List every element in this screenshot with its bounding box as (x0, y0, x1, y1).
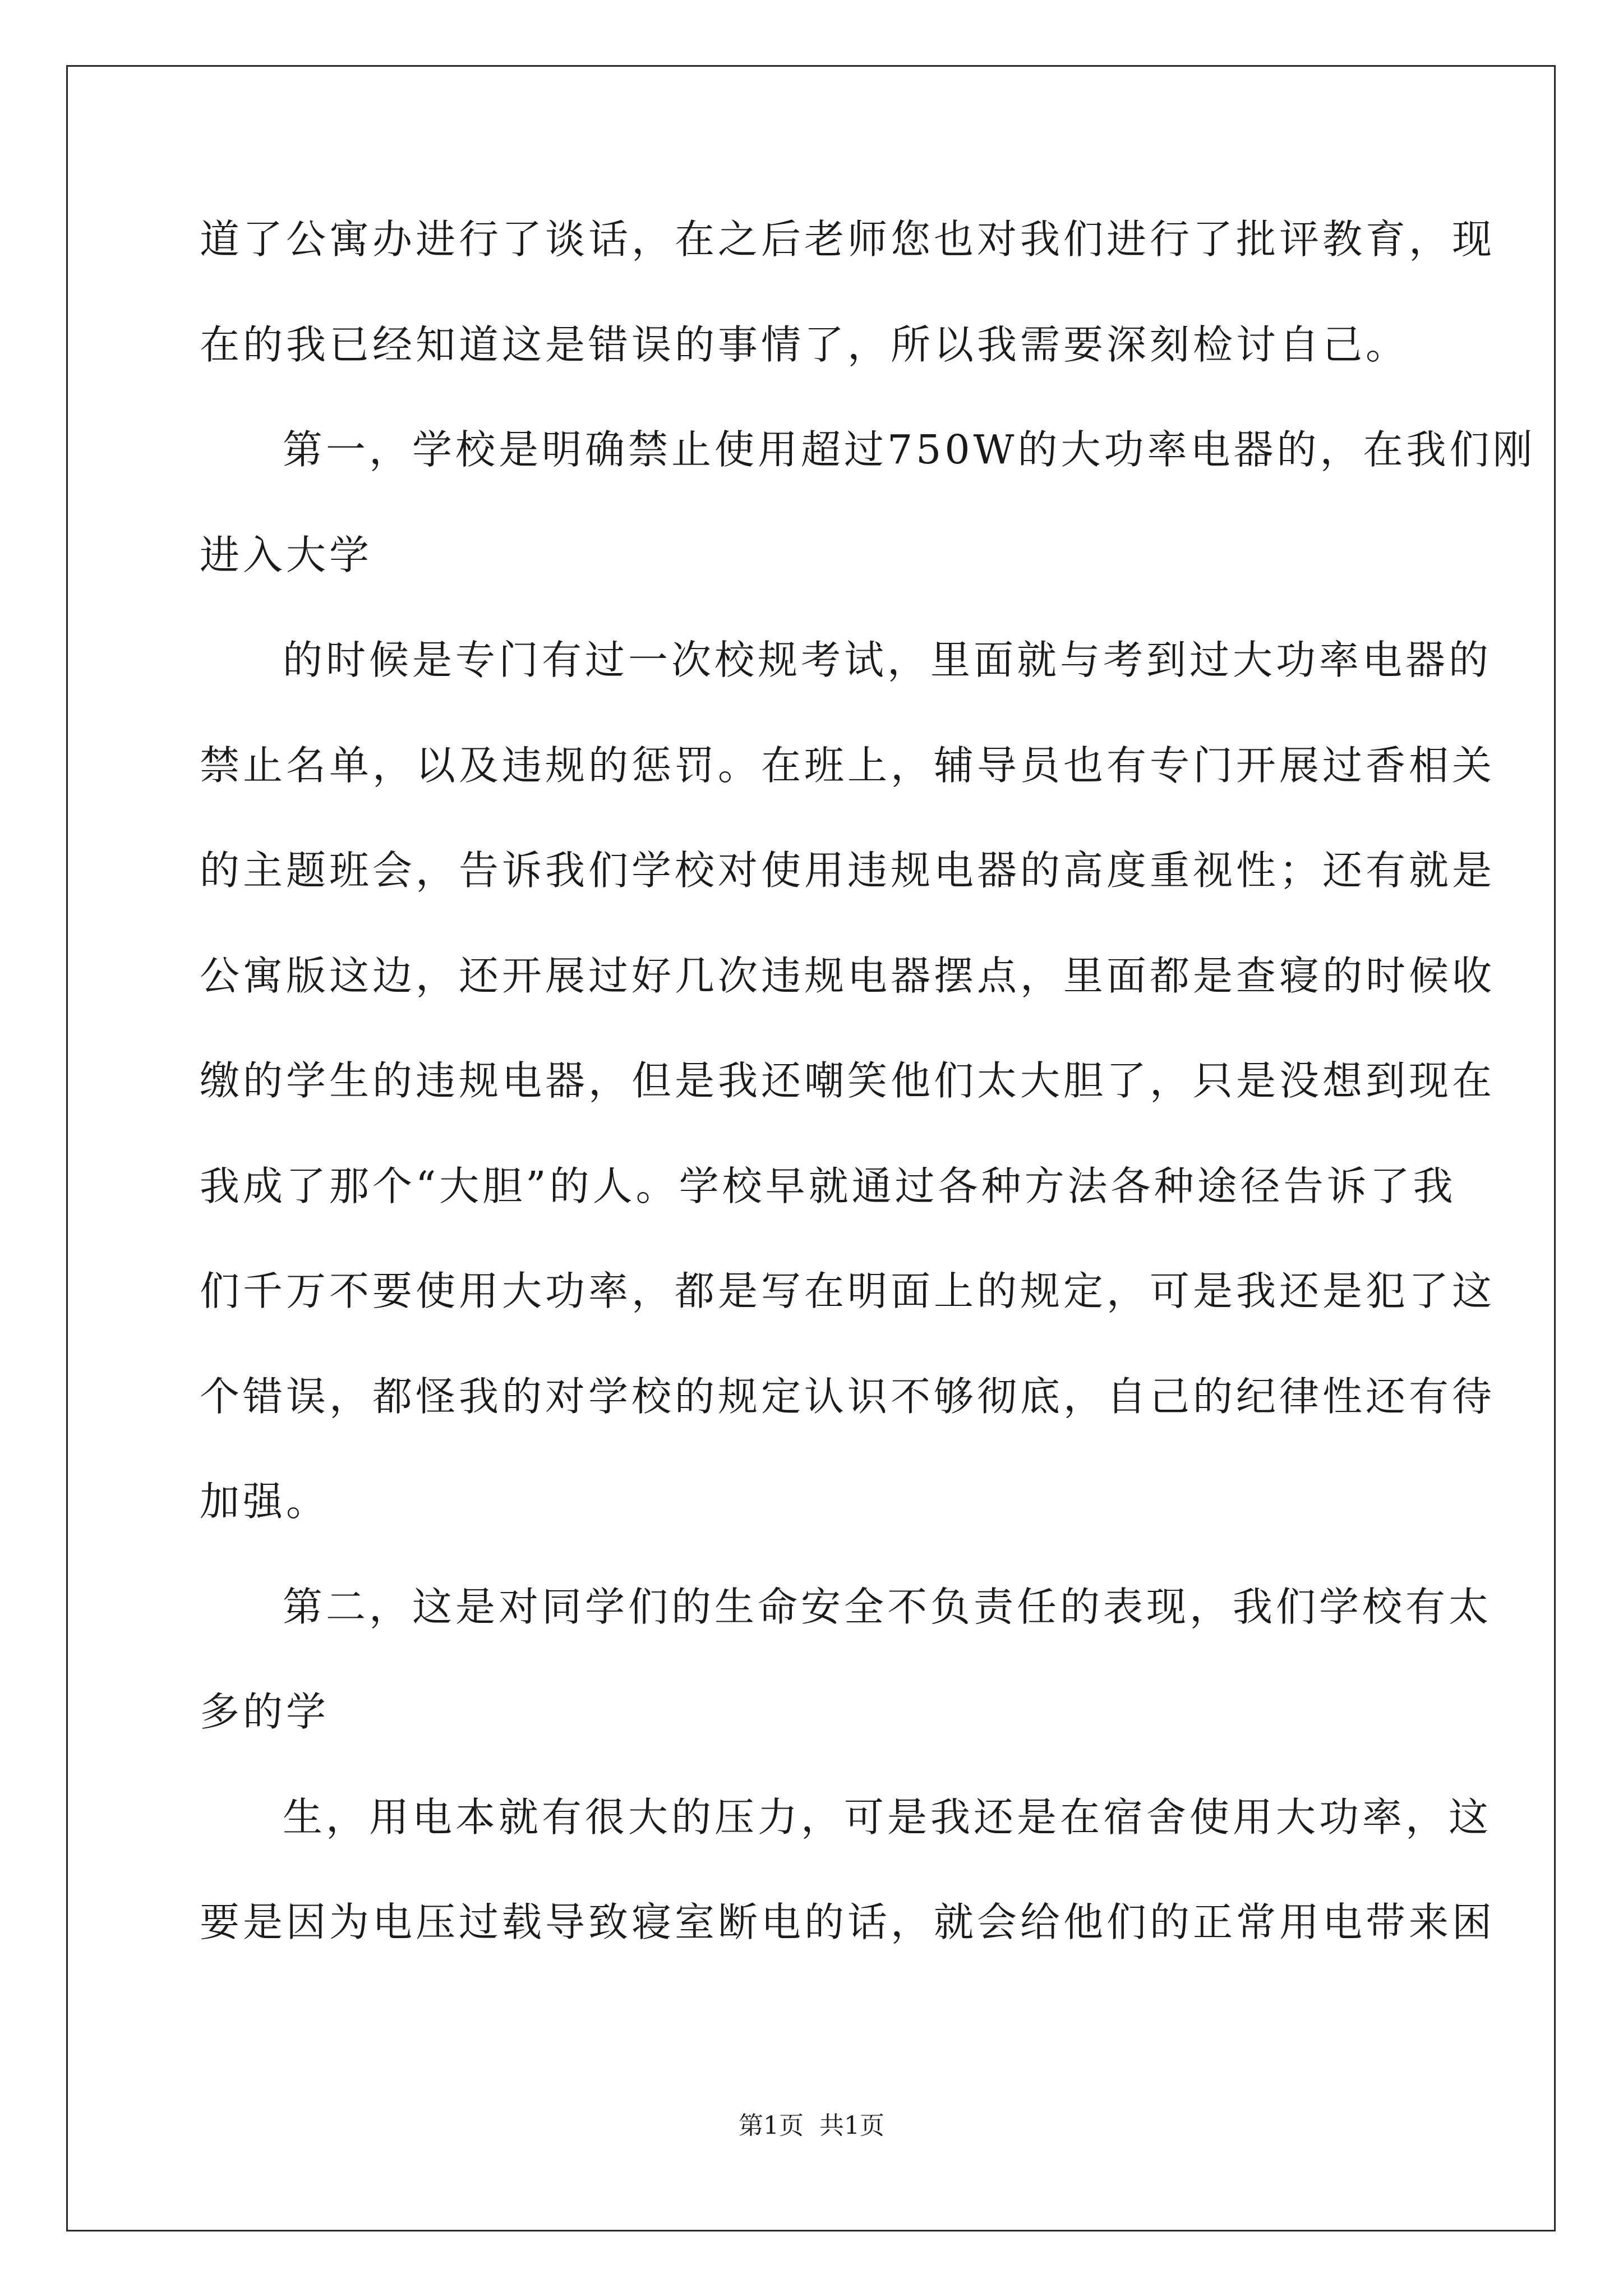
text-line: 个错误，都怪我的对学校的规定认识不够彻底，自己的纪律性还有待 (200, 1373, 1496, 1420)
document-body (200, 213, 1536, 2001)
text-line: 们千万不要使用大功率，都是写在明面上的规定，可是我还是犯了这 (200, 1268, 1496, 1314)
text-line: 多的学 (200, 1688, 330, 1735)
text-line: 我成了那个“大胆”的人。学校早就通过各种方法各种途径告诉了我 (200, 1162, 1456, 1209)
text-line: 在的我已经知道这是错误的事情了，所以我需要深刻检讨自己。 (200, 321, 1409, 368)
text-line: 第一，学校是明确禁止使用超过750W的大功率电器的，在我们刚 (283, 426, 1536, 473)
text-line: 进入大学 (200, 531, 373, 578)
page-footer (0, 2112, 1623, 2140)
page-total: 共1页 (819, 2111, 884, 2140)
text-line: 要是因为电压过载导致寝室断电的话，就会给他们的正常用电带来困 (200, 1899, 1496, 1945)
text-line: 道了公寓办进行了谈话，在之后老师您也对我们进行了批评教育，现 (200, 216, 1496, 263)
text-line: 缴的学生的违规电器，但是我还嘲笑他们太大胆了，只是没想到现在 (200, 1057, 1496, 1104)
page-number: 第1页 (739, 2111, 804, 2140)
text-line: 第二，这是对同学们的生命安全不负责任的表现，我们学校有太 (283, 1583, 1492, 1630)
text-line: 的时候是专门有过一次校规考试，里面就与考到过大功率电器的 (283, 637, 1492, 683)
text-line: 公寓版这边，还开展过好几次违规电器摆点，里面都是查寝的时候收 (200, 952, 1496, 999)
text-line: 禁止名单，以及违规的惩罚。在班上，辅导员也有专门开展过香相关 (200, 742, 1496, 789)
text-line: 的主题班会，告诉我们学校对使用违规电器的高度重视性；还有就是 (200, 847, 1496, 894)
text-line: 加强。 (200, 1478, 330, 1525)
text-line: 生，用电本就有很大的压力，可是我还是在宿舍使用大功率，这 (283, 1793, 1492, 1841)
